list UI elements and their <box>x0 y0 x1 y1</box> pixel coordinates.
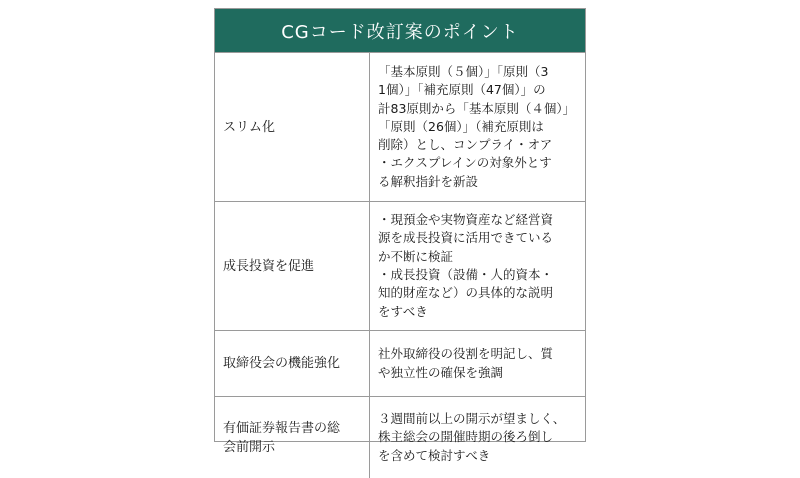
content-line: 「原則（26個）」（補充原則は <box>378 118 579 136</box>
row-content <box>370 397 586 478</box>
content-line: ・エクスプレインの対象外とす <box>378 154 579 172</box>
content-line: 社外取締役の役割を明記し、質 <box>378 345 579 363</box>
content-line: 源を成長投資に活用できている <box>378 229 579 247</box>
content-line: ３週間前以上の開示が望ましく、 <box>378 410 579 428</box>
row-label-line: 成長投資を促進 <box>223 257 364 276</box>
table-row <box>215 53 585 202</box>
content-line: か不断に検証 <box>378 248 579 266</box>
content-line: 計83原則から「基本原則（４個）」 <box>378 100 579 118</box>
table-title: CGコード改訂案のポイント <box>215 9 585 52</box>
row-content <box>370 202 586 331</box>
row-label <box>215 53 370 202</box>
content-line: を含めて検討すべき <box>378 447 579 465</box>
row-label-line: 取締役会の機能強化 <box>223 354 364 373</box>
content-line: や独立性の確保を強調 <box>378 364 579 382</box>
table-row <box>215 202 585 331</box>
row-label <box>215 397 370 478</box>
content-line: 1個）」「補充原則（47個）」の <box>378 81 579 99</box>
content-line: 「基本原則（５個）」「原則（3 <box>378 63 579 81</box>
content-line: ・成長投資（設備・人的資本・ <box>378 266 579 284</box>
row-label-line: 会前開示 <box>223 438 364 457</box>
content-line: る解釈指針を新設 <box>378 173 579 191</box>
row-content <box>370 331 586 397</box>
row-content <box>370 53 586 202</box>
table-row <box>215 331 585 397</box>
row-label-line: スリム化 <box>223 118 364 137</box>
row-label <box>215 202 370 331</box>
table-row <box>215 397 585 478</box>
content-line: 株主総会の開催時期の後ろ倒し <box>378 428 579 446</box>
points-table-card <box>214 8 586 442</box>
content-line: をすべき <box>378 303 579 321</box>
row-label-line: 有価証券報告書の総 <box>223 419 364 438</box>
points-table <box>215 52 585 478</box>
content-line: 削除）とし、コンプライ・オア <box>378 136 579 154</box>
content-line: 知的財産など）の具体的な説明 <box>378 284 579 302</box>
content-line: ・現預金や実物資産など経営資 <box>378 211 579 229</box>
row-label <box>215 331 370 397</box>
